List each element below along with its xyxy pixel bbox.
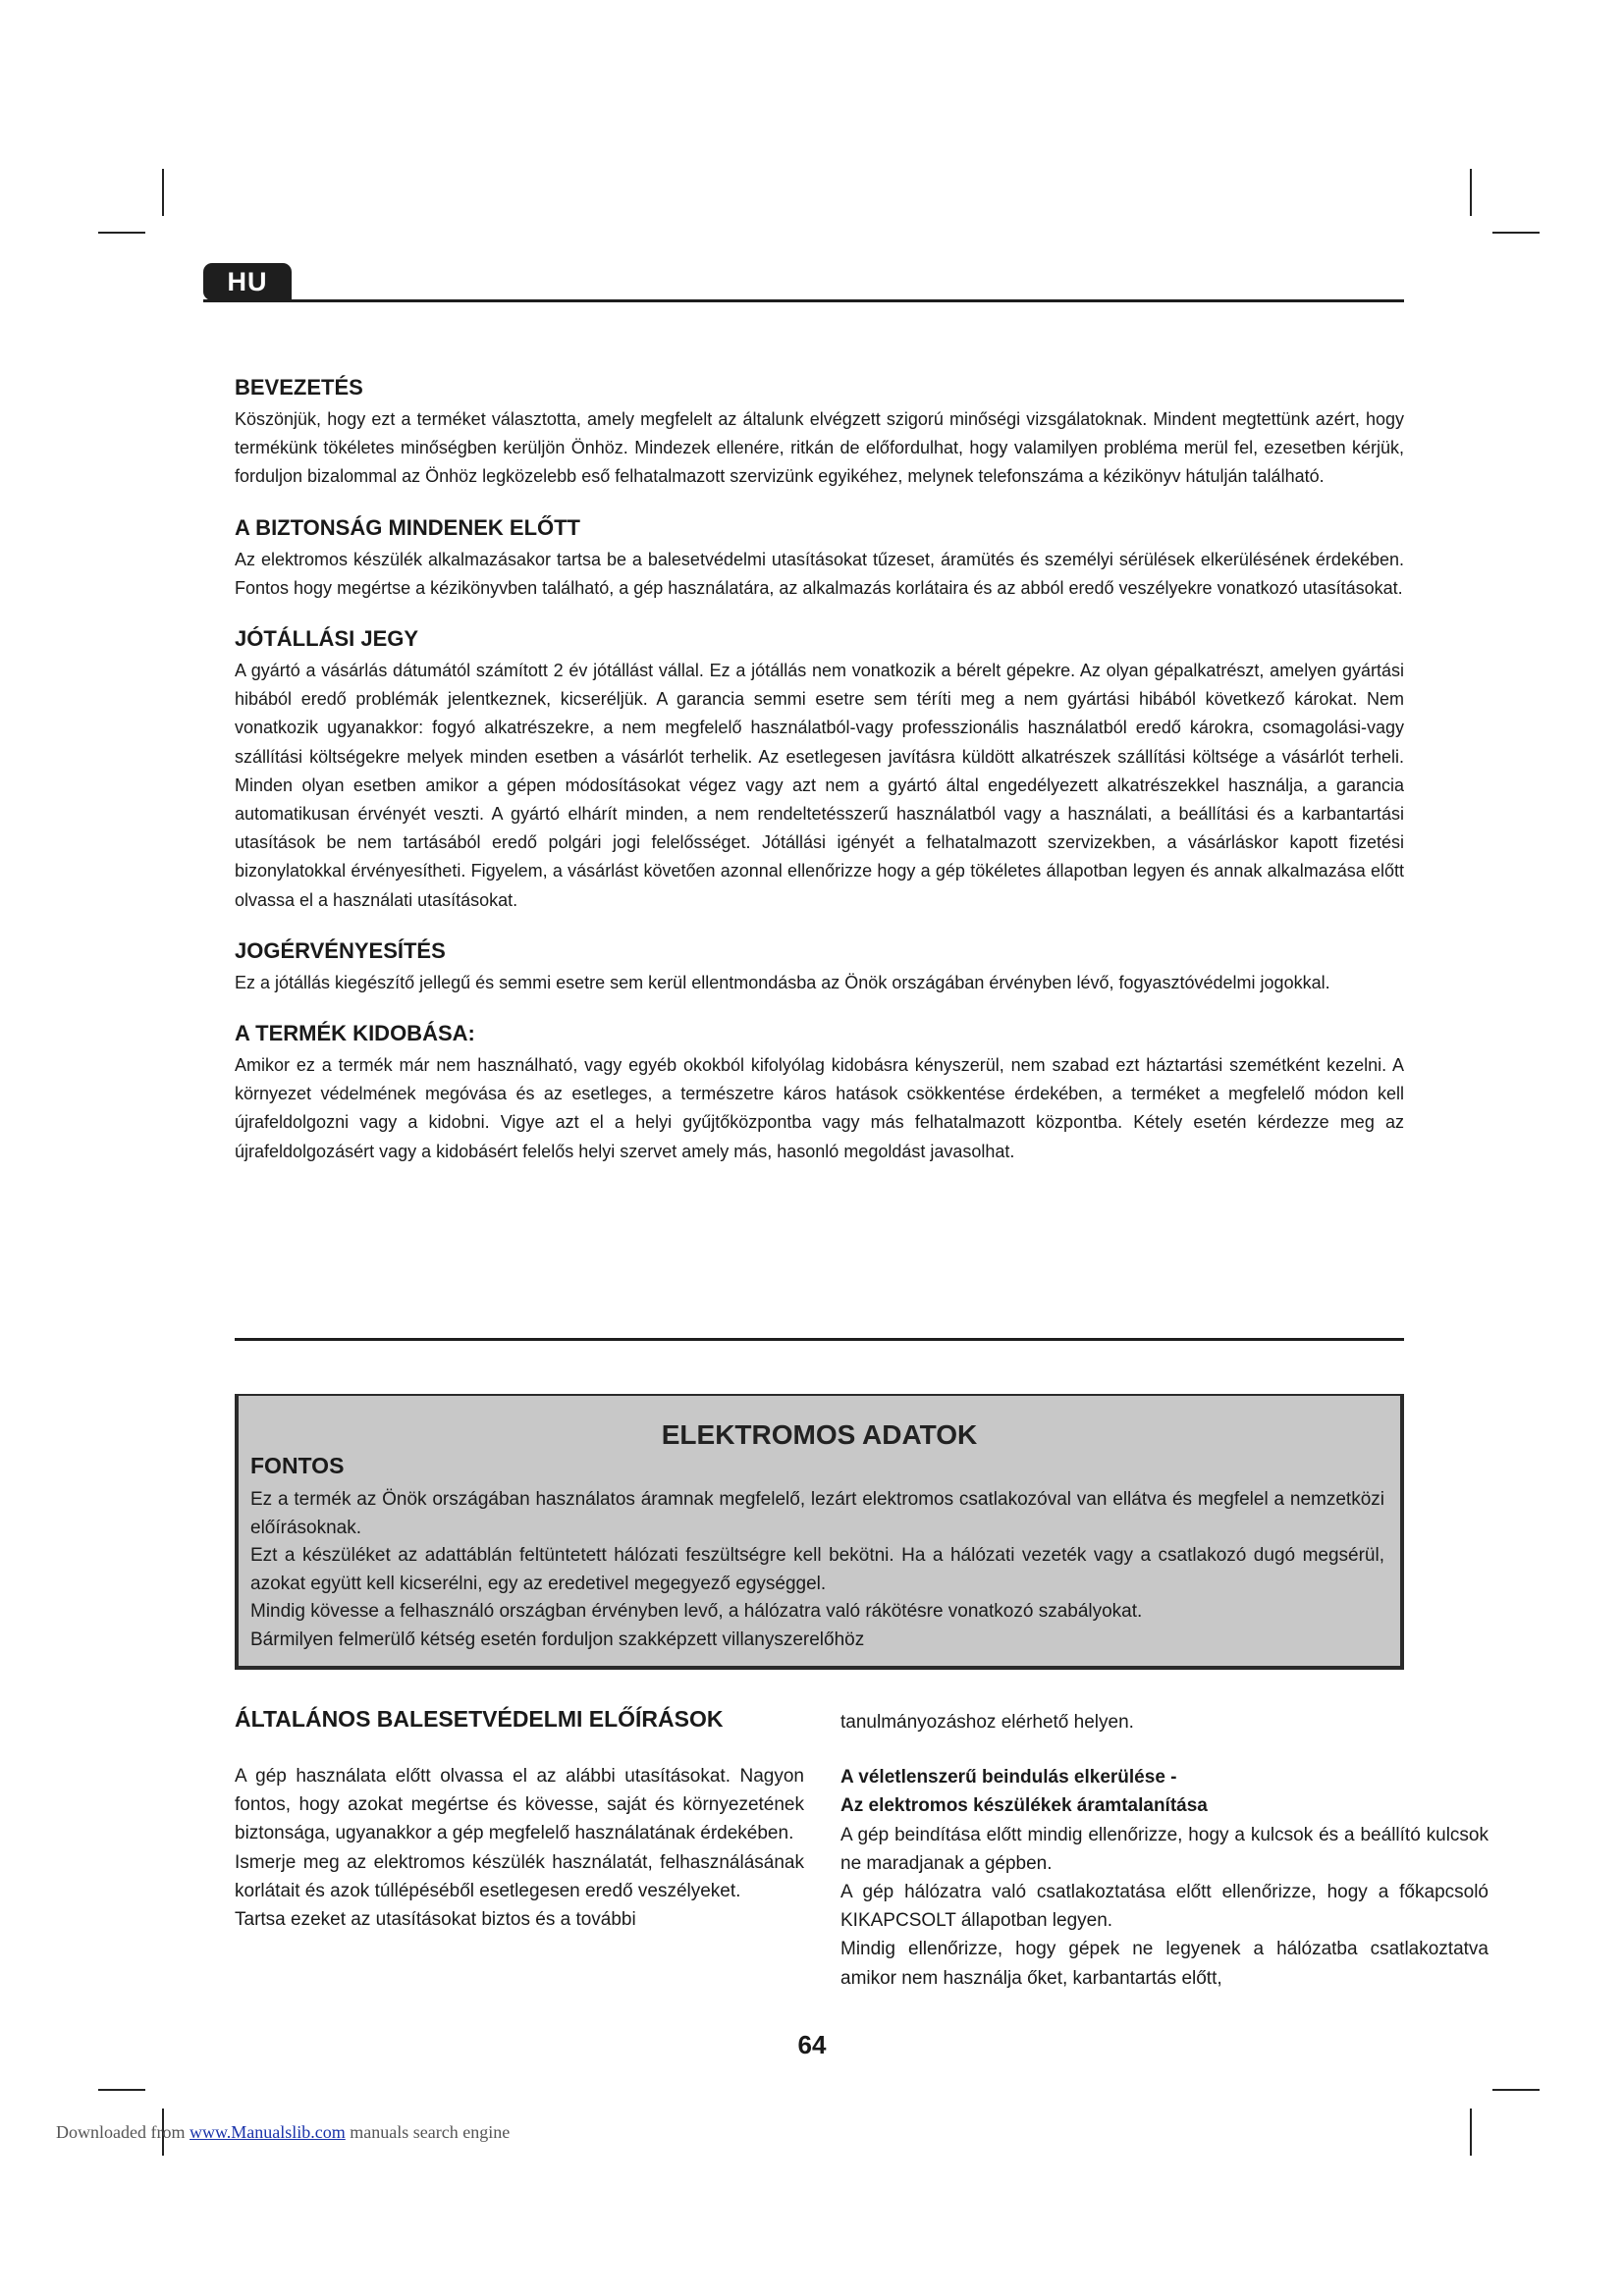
footer-suffix: manuals search engine: [350, 2122, 511, 2142]
crop-mark: [1492, 232, 1540, 234]
column-paragraph: A gép beindítása előtt mindig ellenőrizze, hogy a kulcsok és a beállító kulcsok ne maradjanak a gépben.: [840, 1824, 1489, 1874]
safety-continued-column: [840, 1708, 1489, 1993]
section-divider: [235, 1338, 1404, 1341]
column-title: ÁLTALÁNOS BALESETVÉDELMI ELŐÍRÁSOK: [235, 1706, 724, 1732]
section-text: A gyártó a vásárlás dátumától számított 2 év jótállást vállal. Ez a jótállás nem vonatkozik a bérelt gépekre. Az olyan gépalkatrészt, amelyen gyártási hibából eredő problémák jelentkeznek, kicseréljük. A garancia semmi esetre sem téríti meg a nem gyártási hibából következő károkat. Nem vonatkozik ugyanakkor: fogyó alkatrészekre, a nem megfelelő használatból-vagy professzionális használatból eredő károkra, csomagolási-vagy szállítási költségekre melyek minden esetben a vásárlót terhelik. Az esetlegesen javításra küldött alkatrészek szállítási költsége a vásárlót terheli. Minden olyan esetben amikor a gépen módosításokat végez vagy azt nem a gyártó által engedélyezett alkatrészekkel használja, a garancia automatikusan érvényét veszti. A gyártó elhárít minden, a nem rendeltetésszerű használatból vagy a használati, a beállítási és a karbantartási utasítások be nem tartásából eredő polgári jogi felelősséget. Jótállási igényét a felhatalmazott szervizekben, a vásárláskor kapott fizetési bizonylatokkal érvényesítheti. Figyelem, a vásárlást követően azonnal ellenőrizze hogy a gép tökéletes állapotban legyen és annak alkalmazása előtt olvassa el a használati utasításokat.: [235, 661, 1404, 910]
electrical-line: Mindig kövesse a felhasználó országban érvényben levő, a hálózatra való rákötésre vonatkozó szabályokat.: [250, 1601, 1143, 1622]
crop-mark: [162, 169, 164, 216]
section-title: A TERMÉK KIDOBÁSA:: [235, 1021, 475, 1046]
column-paragraph: Mindig ellenőrizze, hogy gépek ne legyenek a hálózatba csatlakoztatva amikor nem használja őket, karbantartás előtt,: [840, 1939, 1489, 1989]
column-paragraph: A gép használata előtt olvassa el az alábbi utasításokat. Nagyon fontos, hogy azokat megértse és kövesse, saját és környezetének biztonsága, ugyanakkor a gép megfelelő használatának érdekében.: [235, 1766, 804, 1844]
section-title: A BIZTONSÁG MINDENEK ELŐTT: [235, 514, 580, 540]
main-content: [235, 373, 1404, 1188]
column-subheading: Az elektromos készülékek áramtalanítása: [840, 1795, 1208, 1817]
column-paragraph: Tartsa ezeket az utasításokat biztos és a további: [235, 1909, 636, 1931]
section-text: Az elektromos készülék alkalmazásakor tartsa be a balesetvédelmi utasításokat tűzeset, áramütés és személyi sérülések elkerülésének érdekében. Fontos hogy megértse a kézikönyvben található, a gép használatára, az alkalmazás korlátaira és az abból eredő veszélyekre vonatkozó utasításokat.: [235, 549, 1404, 598]
electrical-box-title: ELEKTROMOS ADATOK: [661, 1419, 978, 1450]
general-safety-column: [235, 1703, 804, 1934]
crop-mark: [1470, 169, 1472, 216]
electrical-data-box: [235, 1394, 1404, 1670]
electrical-line: Ezt a készüléket az adattáblán feltüntetett hálózati feszültségre kell bekötni. Ha a hálózati vezeték vagy a csatlakozó dugó megsérül, azokat együtt kell kicserélni, egy az eredetivel megegyező egységgel.: [250, 1545, 1384, 1594]
section-title: JÓTÁLLÁSI JEGY: [235, 626, 419, 652]
section-warranty: [235, 624, 1404, 915]
column-paragraph: A gép hálózatra való csatlakoztatása előtt ellenőrizze, hogy a főkapcsoló KIKAPCSOLT állapotban legyen.: [840, 1882, 1489, 1932]
header-rule: [203, 299, 1404, 302]
section-text: Köszönjük, hogy ezt a terméket választotta, amely megfelelt az általunk elvégzett szigorú minőségi vizsgálatoknak. Mindent megtettünk azért, hogy termékünk tökéletes minőségben kerüljön Önhöz. Mindezek ellenére, ritkán de előfordulhat, hogy valamilyen probléma merül fel, ezesetben kérjük, forduljon bizalommal az Önhöz legközelebb eső felhatalmazott szervizünk egyikéhez, melynek telefonszáma a kézikönyv hátulján található.: [235, 409, 1404, 487]
section-legal: [235, 936, 1404, 997]
section-title: BEVEZETÉS: [235, 375, 363, 400]
language-tab: HU: [203, 263, 292, 300]
download-footer: [56, 2122, 510, 2143]
electrical-line: Ez a termék az Önök országában használatos áramnak megfelelő, lezárt elektromos csatlakozóval van ellátva és megfelel a nemzetközi előírásoknak.: [250, 1489, 1384, 1538]
footer-prefix: Downloaded from: [56, 2122, 186, 2142]
electrical-line: Bármilyen felmerülő kétség esetén forduljon szakképzett villanyszerelőhöz: [250, 1629, 865, 1650]
section-title: JOGÉRVÉNYESÍTÉS: [235, 937, 446, 963]
column-subheading: A véletlenszerű beindulás elkerülése -: [840, 1767, 1177, 1789]
electrical-box-text: [250, 1486, 1384, 1654]
electrical-box-subtitle: FONTOS: [250, 1453, 345, 1478]
crop-mark: [98, 232, 145, 234]
crop-mark: [98, 2089, 145, 2091]
column-paragraph: Ismerje meg az elektromos készülék használatát, felhasználásának korlátait és azok túllépéséből esetlegesen eredő veszélyeket.: [235, 1851, 804, 1901]
section-introduction: [235, 373, 1404, 492]
section-safety: [235, 513, 1404, 603]
column-paragraph: tanulmányozáshoz elérhető helyen.: [840, 1712, 1134, 1733]
crop-mark: [1470, 2109, 1472, 2156]
crop-mark: [1492, 2089, 1540, 2091]
section-text: Amikor ez a termék már nem használható, vagy egyéb okokból kifolyólag kidobásra kényszerül, nem szabad ezt háztartási szemétként kezelni. A környezet védelmének megóvása és az esetleges, a természetre káros hatások csökkentése érdekében, a terméket a megfelelő módon kell újrafeldolgozni vagy a kidobni. Vigye azt el a helyi gyűjtőközpontba vagy más felhatalmazott központba. Kétely esetén kérdezze meg az újrafeldolgozásért vagy a kidobásért felelős helyi szervet amely más, hasonló megoldást javasolhat.: [235, 1055, 1404, 1161]
page-number: 64: [797, 2030, 827, 2059]
section-text: Ez a jótállás kiegészítő jellegű és semmi esetre sem kerül ellentmondásba az Önök országában érvényben lévő, fogyasztóvédelmi jogokkal.: [235, 972, 1330, 992]
section-disposal: [235, 1019, 1404, 1166]
manualslib-link[interactable]: www.Manualslib.com: [189, 2122, 346, 2142]
